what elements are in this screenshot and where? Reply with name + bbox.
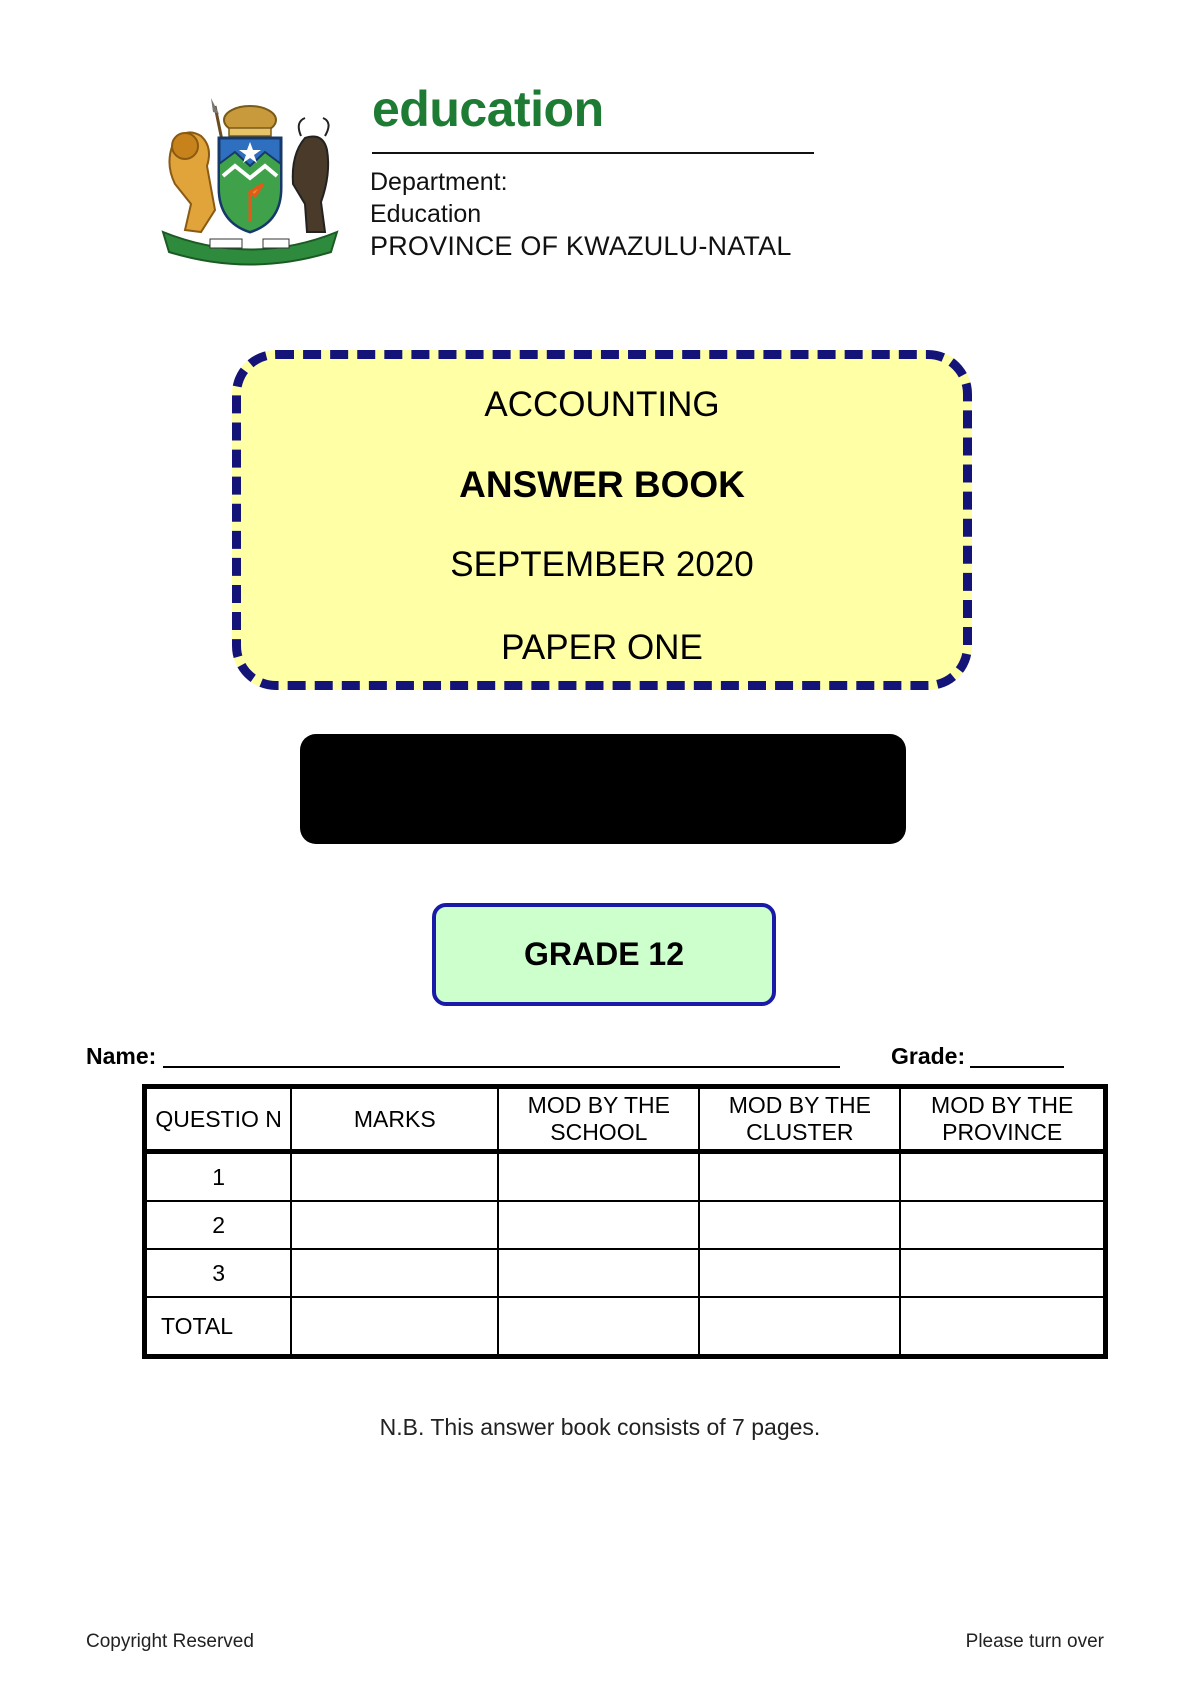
paper-number: PAPER ONE <box>501 628 703 667</box>
question-number: 1 <box>145 1152 292 1202</box>
column-header: MOD BY THE CLUSTER <box>699 1087 900 1152</box>
school-mod-cell[interactable] <box>498 1297 699 1357</box>
subject-title: ACCOUNTING <box>484 385 720 424</box>
name-field[interactable] <box>163 1066 840 1068</box>
province-mod-cell[interactable] <box>900 1249 1105 1297</box>
exam-date: SEPTEMBER 2020 <box>450 545 754 584</box>
grade-field[interactable] <box>970 1066 1064 1068</box>
total-row <box>145 1297 1106 1357</box>
grade-box: GRADE 12 <box>432 903 776 1006</box>
cluster-mod-cell[interactable] <box>699 1249 900 1297</box>
school-mod-cell[interactable] <box>498 1201 699 1249</box>
table-row <box>145 1249 1106 1297</box>
name-label: Name: <box>86 1043 157 1069</box>
provincial-coat-of-arms <box>155 92 345 267</box>
cluster-mod-cell[interactable] <box>699 1152 900 1202</box>
marks-cell[interactable] <box>291 1249 498 1297</box>
question-number: 3 <box>145 1249 292 1297</box>
marks-cell[interactable] <box>291 1201 498 1249</box>
education-wordmark: education <box>372 81 604 137</box>
table-header-row <box>145 1087 1106 1152</box>
province-mod-cell[interactable] <box>900 1201 1105 1249</box>
school-mod-cell[interactable] <box>498 1152 699 1202</box>
department-label: Department: <box>370 168 508 196</box>
department-name: Education <box>370 200 482 228</box>
copyright-footer: Copyright Reserved <box>86 1631 254 1652</box>
marks-cell[interactable] <box>291 1297 498 1357</box>
province-name: PROVINCE OF KWAZULU-NATAL <box>370 231 792 261</box>
answer-book-title: ANSWER BOOK <box>459 464 745 505</box>
coat-of-arms-icon <box>155 92 345 267</box>
table-row <box>145 1201 1106 1249</box>
table-row <box>145 1152 1106 1202</box>
column-header: QUESTIO N <box>145 1087 292 1152</box>
province-mod-cell[interactable] <box>900 1152 1105 1202</box>
turn-over-footer: Please turn over <box>965 1631 1104 1652</box>
province-mod-cell[interactable] <box>900 1297 1105 1357</box>
title-box <box>232 350 972 690</box>
cluster-mod-cell[interactable] <box>699 1297 900 1357</box>
school-mod-cell[interactable] <box>498 1249 699 1297</box>
column-header: MOD BY THE SCHOOL <box>498 1087 699 1152</box>
total-label: TOTAL <box>145 1297 292 1357</box>
redacted-bar <box>300 734 906 844</box>
column-header: MOD BY THE PROVINCE <box>900 1087 1105 1152</box>
column-header: MARKS <box>291 1087 498 1152</box>
marks-table <box>142 1084 1108 1359</box>
header-divider <box>372 152 814 154</box>
grade-label: Grade: <box>891 1043 966 1069</box>
page-count-note: N.B. This answer book consists of 7 pages. <box>379 1414 821 1440</box>
cluster-mod-cell[interactable] <box>699 1201 900 1249</box>
question-number: 2 <box>145 1201 292 1249</box>
marks-cell[interactable] <box>291 1152 498 1202</box>
